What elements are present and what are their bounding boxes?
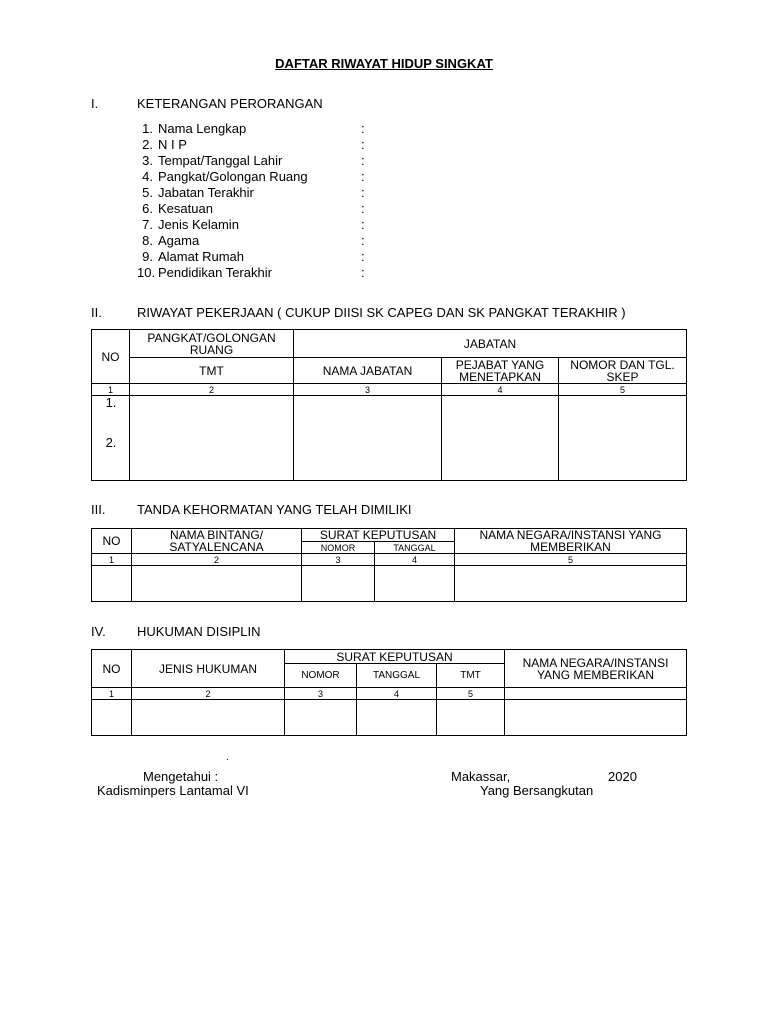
col-tanggal: TANGGAL (375, 542, 455, 554)
item-colon: : (361, 249, 365, 264)
item-label: Jenis Kelamin (158, 217, 239, 232)
personal-info-item (137, 121, 377, 137)
data-cell (375, 566, 455, 602)
item-label: Nama Lengkap (158, 121, 247, 136)
acknowledged-label: Mengetahui : (143, 769, 219, 784)
col-surat-keputusan: SURAT KEPUTUSAN (302, 529, 455, 542)
data-cell (559, 396, 687, 481)
section-4-heading (91, 624, 691, 640)
item-colon: : (361, 153, 365, 168)
section-number: I. (91, 96, 99, 111)
col-index: 3 (302, 554, 375, 566)
discipline-table (91, 649, 687, 736)
personal-info-item (137, 233, 377, 249)
personal-info-item (137, 137, 377, 153)
col-nama-bintang: NAMA BINTANG/ SATYALENCANA (132, 529, 302, 554)
place-label: Makassar, (451, 769, 511, 784)
section-title: TANDA KEHORMATAN YANG TELAH DIMILIKI (137, 502, 412, 517)
section-3-heading (91, 502, 691, 518)
item-colon: : (361, 233, 365, 248)
item-label: Alamat Rumah (158, 249, 244, 264)
col-pangkat: PANGKAT/GOLONGAN RUANG (130, 330, 294, 358)
col-index: 4 (357, 688, 437, 700)
data-cell (357, 700, 437, 736)
col-nama-negara: NAMA NEGARA/INSTANSI YANG MEMBERIKAN (505, 650, 687, 688)
col-tmt: TMT (437, 664, 505, 688)
data-cell (92, 700, 132, 736)
col-nama-jabatan: NAMA JABATAN (294, 358, 442, 384)
section-2-heading (91, 305, 731, 321)
item-number: 3. (142, 153, 153, 168)
item-label: Pendidikan Terakhir (158, 265, 272, 280)
col-nomor-tgl: NOMOR DAN TGL. SKEP (559, 358, 687, 384)
section-number: III. (91, 502, 106, 517)
item-label: Jabatan Terakhir (158, 185, 254, 200)
col-index: 4 (375, 554, 455, 566)
item-number: 2. (142, 137, 153, 152)
data-cell (437, 700, 505, 736)
personal-info-item (137, 169, 377, 185)
item-label: N I P (158, 137, 187, 152)
personal-info-item (137, 201, 377, 217)
col-index: 3 (285, 688, 357, 700)
col-index: 5 (437, 688, 505, 700)
row-number: 2. (105, 435, 117, 450)
acknowledger-title: Kadisminpers Lantamal VI (97, 783, 249, 798)
col-jabatan: JABATAN (294, 330, 687, 358)
item-colon: : (361, 265, 365, 280)
item-number: 1. (142, 121, 153, 136)
col-index: 3 (294, 384, 442, 396)
personal-info-item (137, 265, 377, 281)
item-number: 5. (142, 185, 153, 200)
section-number: IV. (91, 624, 106, 639)
item-number: 7. (142, 217, 153, 232)
col-jenis-hukuman: JENIS HUKUMAN (132, 650, 285, 688)
personal-info-item (137, 153, 377, 169)
data-cell (442, 396, 559, 481)
data-cell (294, 396, 442, 481)
col-index: 5 (559, 384, 687, 396)
section-title: RIWAYAT PEKERJAAN ( CUKUP DIISI SK CAPEG DAN SK PANGKAT TERAKHIR ) (137, 305, 626, 320)
item-number: 6. (142, 201, 153, 216)
document-title: DAFTAR RIWAYAT HIDUP SINGKAT (275, 56, 493, 71)
row-number: 1. (105, 395, 117, 410)
col-index: 4 (442, 384, 559, 396)
data-cell (92, 566, 132, 602)
item-number: 9. (142, 249, 153, 264)
section-title: HUKUMAN DISIPLIN (137, 624, 261, 639)
item-number: 10. (137, 265, 156, 280)
col-tmt: TMT (130, 358, 294, 384)
data-cell (505, 688, 687, 700)
item-colon: : (361, 217, 365, 232)
item-colon: : (361, 169, 365, 184)
item-number: 8. (142, 233, 153, 248)
col-surat-keputusan: SURAT KEPUTUSAN (285, 650, 505, 664)
row-numbers-cell (92, 396, 130, 481)
work-history-table (91, 329, 687, 481)
item-label: Agama (158, 233, 200, 248)
stray-dot: . (226, 752, 229, 763)
data-cell (132, 700, 285, 736)
col-pejabat: PEJABAT YANG MENETAPKAN (442, 358, 559, 384)
personal-info-item (137, 217, 377, 233)
col-index: 1 (92, 384, 130, 396)
section-title: KETERANGAN PERORANGAN (137, 96, 323, 111)
col-nomor: NOMOR (285, 664, 357, 688)
col-index: 5 (455, 554, 687, 566)
col-index: 2 (130, 384, 294, 396)
section-1-heading (91, 96, 691, 112)
col-index: 1 (92, 688, 132, 700)
year-label: 2020 (608, 769, 637, 784)
col-no: NO (92, 650, 132, 688)
item-colon: : (361, 137, 365, 152)
col-no: NO (92, 529, 132, 554)
col-index: 2 (132, 554, 302, 566)
col-index: 1 (92, 554, 132, 566)
item-label: Tempat/Tanggal Lahir (158, 153, 283, 168)
col-nomor: NOMOR (302, 542, 375, 554)
data-cell (505, 700, 687, 736)
personal-info-item (137, 249, 377, 265)
item-colon: : (361, 201, 365, 216)
item-number: 4. (142, 169, 153, 184)
item-label: Pangkat/Golongan Ruang (158, 169, 308, 184)
item-label: Kesatuan (158, 201, 213, 216)
col-tanggal: TANGGAL (357, 664, 437, 688)
col-index: 2 (132, 688, 285, 700)
honors-table (91, 528, 687, 602)
col-nama-negara: NAMA NEGARA/INSTANSI YANG MEMBERIKAN (455, 529, 687, 554)
personal-info-item (137, 185, 377, 201)
data-cell (285, 700, 357, 736)
data-cell (130, 396, 294, 481)
col-no: NO (92, 330, 130, 384)
section-number: II. (91, 305, 102, 320)
item-colon: : (361, 185, 365, 200)
data-cell (302, 566, 375, 602)
data-cell (132, 566, 302, 602)
item-colon: : (361, 121, 365, 136)
signer-title: Yang Bersangkutan (480, 783, 594, 798)
data-cell (455, 566, 687, 602)
